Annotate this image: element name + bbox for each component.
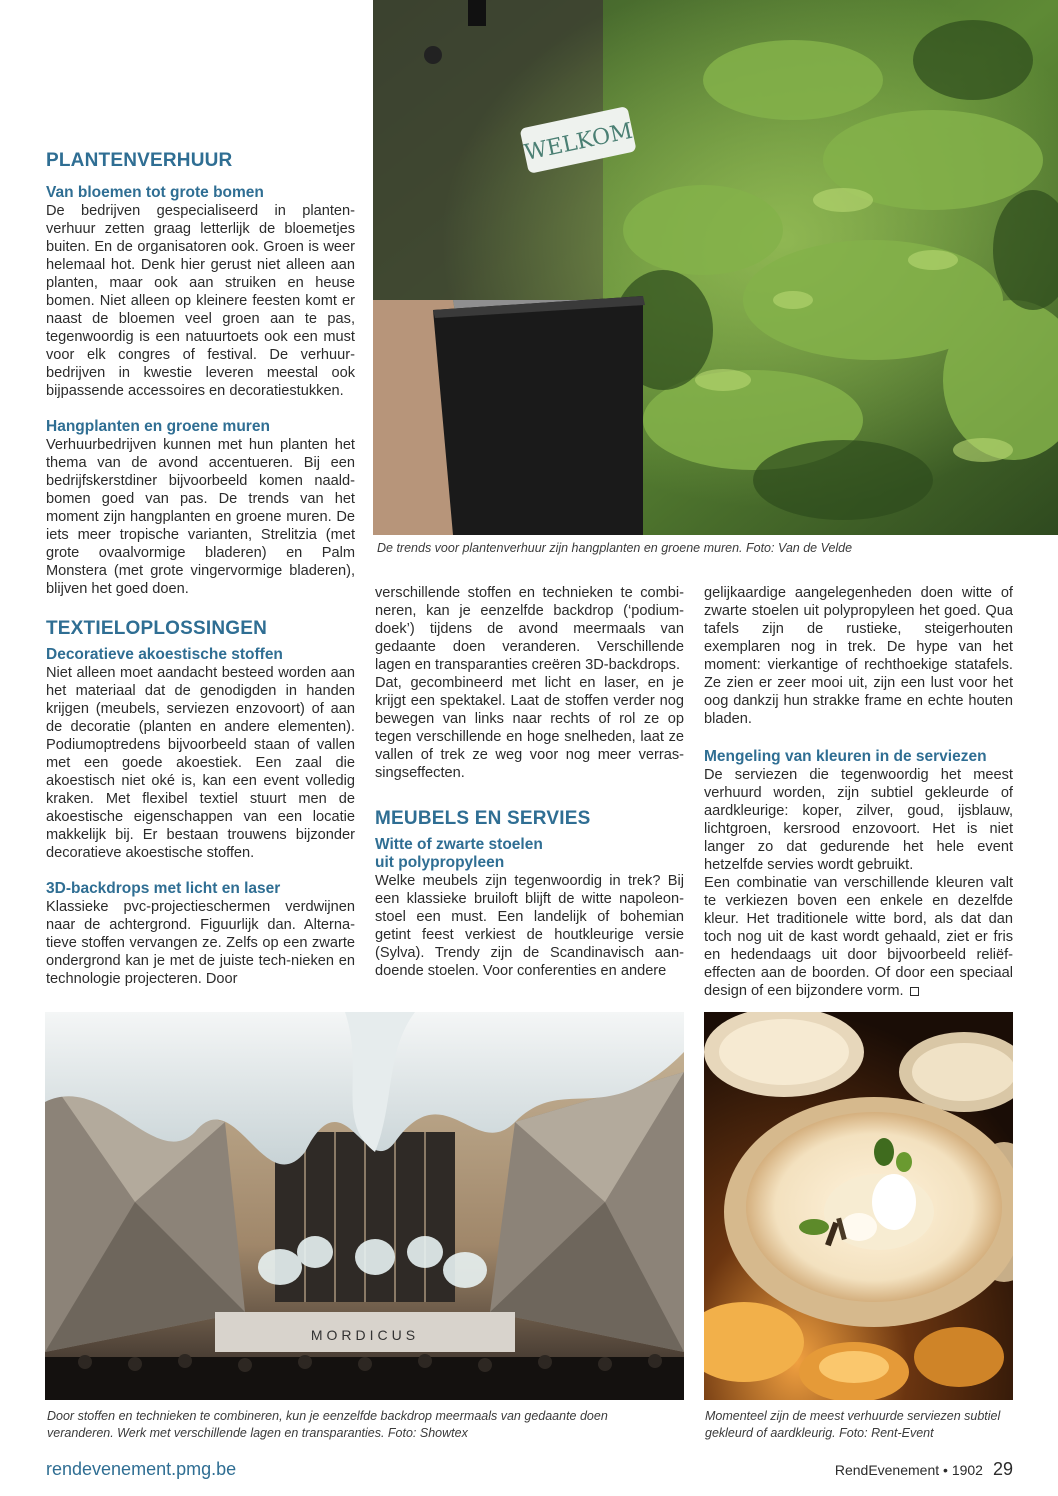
column-3 xyxy=(704,584,1013,1000)
green-wall-caption: De trends voor plantenverhuur zijn hangplanten en groene muren. Foto: Van de Velde xyxy=(377,541,853,555)
subheading-bloemen: Van bloemen tot grote bomen xyxy=(46,184,264,201)
paragraph-stoelen-cont: gelijkaardige aangelegenheden doen witte of zwarte stoelen uit polypropyleen het goed. Qua tafels zijn de rustieke, steigerhouten exemplaren nog in trek. De hype van het moment: vierkantige of rechthoekige statafels. Ze zien er zeer mooi uit, zijn een lust voor het oog dankzij hun strakke frame en echte houten bladen. xyxy=(704,585,1013,727)
heading-textieloplossingen: TEXTIELOPLOSSINGEN xyxy=(46,618,268,639)
stage-banner-text: MORDICUS xyxy=(310,1327,420,1343)
footer-url-link[interactable]: rendevenement.pmg.be xyxy=(46,1459,237,1479)
paragraph-hangplanten: Verhuurbedrijven kunnen met hun planten het thema van de avond accentueren. Bij een bedrijfskerstdiner bijvoorbeeld komen naald-bomen goed van pas. De trends van het moment zijn hangplanten en groene muren. De iets meer tropische varianten, Strelitzia (met grote ovaalvormige bladeren) en Palm Monstera (met grote vingervormige bladeren), blijven het goed doen. xyxy=(46,437,355,597)
subheading-stoelen-line2: uit polypropyleen xyxy=(375,854,505,871)
heading-meubels: MEUBELS EN SERVIES xyxy=(375,808,591,829)
subheading-backdrops: 3D-backdrops met licht en laser xyxy=(46,880,281,897)
paragraph-kleuren-2-text: Een combinatie van verschillende kleuren valt te verkiezen boven een enkele en dezelfde kleur. Het traditionele witte bord, als dat dan toch nog uit de kast wordt gehaald, ziet er fris en hedendaags uit door bijvoorbeeld reliëf-effecten aan de boorden. Of door een speciaal design of een bijzondere vorm. xyxy=(704,875,1013,999)
paragraph-backdrops: Klassieke pvc-projectieschermen verdwijnen naar de achtergrond. Figuurlijk dan. Alterna-tieve stoffen vervangen ze. Zelfs op een zwarte ondergrond kan je met de juiste tech-nieken en technologie projecteren. Door xyxy=(46,899,355,987)
page-number: 29 xyxy=(992,1459,1013,1479)
column-1 xyxy=(46,150,355,988)
paragraph-backdrops-cont: verschillende stoffen en technieken te combi-neren, kan je eenzelfde backdrop (‘podium-doek’) tijdens de avond meermaals van gedaante doen veranderen. Verschillende lagen en transparanties creëren 3D-backdrops. xyxy=(375,585,684,673)
bowls-photo xyxy=(704,1012,1013,1400)
end-of-article-icon xyxy=(910,987,919,996)
green-wall-photo xyxy=(373,0,1058,535)
paragraph-spektakel: Dat, gecombineerd met licht en laser, en je krijgt een spektakel. Laat de stoffen verder nog bewegen van links naar rechts of rol ze op tegen verschillende en hoge snelheden, laat ze vallen of trek ze weg voor nog meer verras-singseffecten. xyxy=(375,675,684,781)
welcome-sign-text: WELKOM xyxy=(522,118,635,167)
paragraph-akoestisch: Niet alleen moet aandacht besteed worden aan het materiaal dat de genodigden in handen krijgen (meubels, serviezen enzovoort) of aan de decoratie (planten en andere elementen). Podiumoptredens bijvoorbeeld staan of vallen met een goede akoestiek. Een zaal die akoestisch niet oké is, kan een event volledig kraken. Met flexibel textiel stuurt men de akoestische eigenschappen van een locatie makkelijk bij. Er bestaan trouwens bijzonder decoratieve akoestische stoffen. xyxy=(46,665,355,861)
stage-photo xyxy=(45,1012,684,1400)
heading-plantenverhuur: PLANTENVERHUUR xyxy=(46,150,233,171)
paragraph-kleuren-1: De serviezen die tegenwoordig het meest verhuurd worden, zijn subtiel gekleurde of aardkleurige: koper, zilver, goud, ijsblauw, lichtgroen, kersrood enzovoort. Het is niet langer zo dat gedurende het hele event hetzelfde servies wordt gebruikt. xyxy=(704,767,1013,873)
stage-caption: Door stoffen en technieken te combineren, kun je eenzelfde backdrop meermaals van gedaante doen veranderen. Werk met verschillende lagen en transparanties. Foto: Showtex xyxy=(47,1409,608,1440)
subheading-akoestisch: Decoratieve akoestische stoffen xyxy=(46,646,283,663)
paragraph-bloemen: De bedrijven gespecialiseerd in planten-verhuur zetten graag letterlijk de bloemetjes buiten. En de organisatoren ook. Groen is weer helemaal hot. Denk hier gerust niet alleen aan planten, maar ook aan struiken en heuse bomen. Niet alleen op kleinere feesten komt er naast de bloemen veel groen aan te pas, tegenwoordig is een natuurtoets ook een must voor elk congres of festival. De verhuur-bedrijven in kwestie leveren meestal ook bijpassende accessoires en decoratiestukken. xyxy=(46,203,355,399)
bowls-caption: Momenteel zijn de meest verhuurde serviezen subtiel gekleurd of aardkleurig. Foto: Rent-Event xyxy=(705,1409,1001,1440)
paragraph-kleuren-2 xyxy=(704,874,1013,1000)
subheading-kleuren: Mengeling van kleuren in de serviezen xyxy=(704,748,987,765)
footer-magazine-issue: RendEvenement • 1902 xyxy=(834,1462,983,1478)
footer-magazine-info xyxy=(835,1459,1013,1480)
column-2 xyxy=(375,584,684,980)
subheading-hangplanten: Hangplanten en groene muren xyxy=(46,418,270,435)
subheading-stoelen-line1: Witte of zwarte stoelen xyxy=(375,836,543,853)
paragraph-stoelen: Welke meubels zijn tegenwoordig in trek? Bij een klassieke bruiloft blijft de witte napoleon-stoel een must. Een landelijk of bohemian getint feest verkiest de houtkleurige versie (Sylva). Trendy zijn de Scandinavisch aan-doende stoelen. Voor conferenties en andere xyxy=(375,873,684,979)
